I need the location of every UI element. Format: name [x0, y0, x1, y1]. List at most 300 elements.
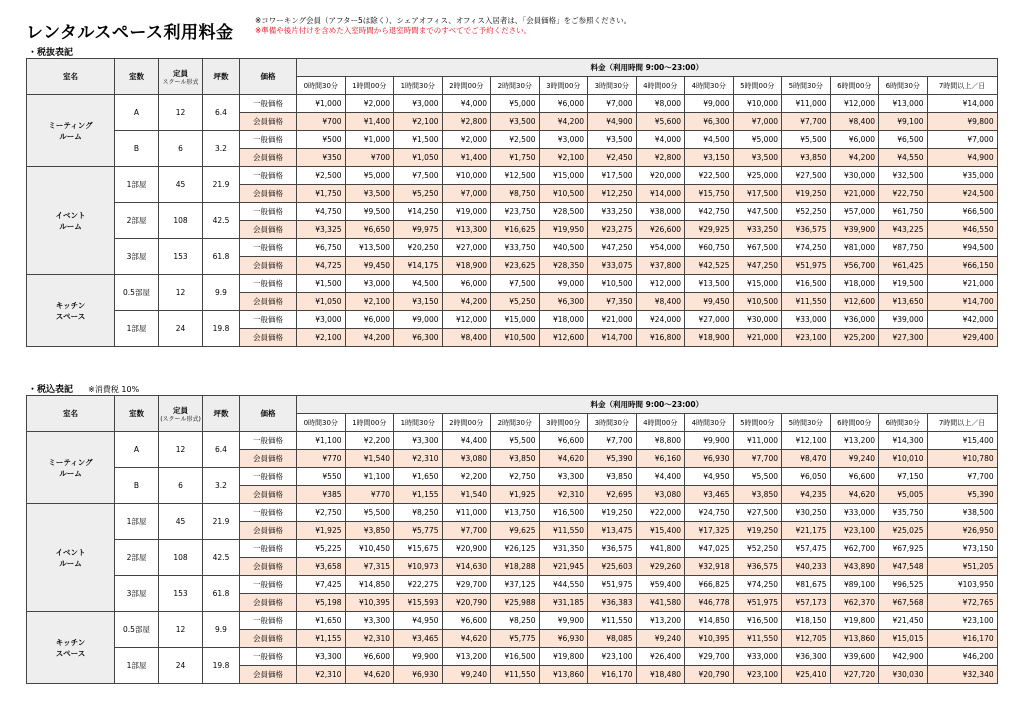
price-cell: ¥10,500 — [733, 293, 782, 311]
price-cell: ¥21,000 — [830, 185, 879, 203]
price-cell: ¥3,500 — [733, 149, 782, 167]
price-cell: ¥7,315 — [345, 558, 394, 576]
price-cell: ¥61,750 — [879, 203, 928, 221]
room-capacity: 12 — [159, 612, 203, 648]
duration-header: 2時間30分 — [491, 77, 540, 95]
price-cell: ¥8,470 — [782, 450, 831, 468]
price-cell: ¥6,650 — [345, 221, 394, 239]
price-cell: ¥29,700 — [685, 648, 734, 666]
price-cell: ¥33,000 — [782, 311, 831, 329]
price-cell: ¥5,500 — [345, 504, 394, 522]
price-cell: ¥4,200 — [830, 149, 879, 167]
room-name: イベント ルーム — [27, 504, 115, 612]
price-cell: ¥2,200 — [442, 468, 491, 486]
room-capacity: 108 — [159, 203, 203, 239]
price-kind: 会員価格 — [240, 630, 297, 648]
price-cell: ¥30,250 — [782, 504, 831, 522]
price-cell: ¥13,750 — [491, 504, 540, 522]
price-cell: ¥47,025 — [685, 540, 734, 558]
header-tsubo: 坪数 — [203, 396, 240, 432]
header-rate: 料金（利用時間 9:00～23:00） — [297, 396, 998, 414]
price-cell: ¥14,630 — [442, 558, 491, 576]
price-cell: ¥2,800 — [442, 113, 491, 131]
room-count: 2部屋 — [115, 540, 159, 576]
price-cell: ¥33,000 — [733, 648, 782, 666]
price-cell: ¥5,775 — [394, 522, 443, 540]
price-cell: ¥47,548 — [879, 558, 928, 576]
header-count: 室数 — [115, 396, 159, 432]
price-cell: ¥1,155 — [297, 630, 346, 648]
room-capacity: 6 — [159, 468, 203, 504]
room-tsubo: 9.9 — [203, 275, 240, 311]
table-row — [27, 576, 998, 594]
price-cell: ¥25,200 — [830, 329, 879, 347]
price-cell: ¥29,925 — [685, 221, 734, 239]
duration-header: 3時間00分 — [539, 414, 588, 432]
price-kind: 一般価格 — [240, 131, 297, 149]
price-cell: ¥22,275 — [394, 576, 443, 594]
price-cell: ¥2,100 — [297, 329, 346, 347]
price-cell: ¥11,000 — [733, 432, 782, 450]
price-cell: ¥15,000 — [733, 275, 782, 293]
table-row — [27, 275, 998, 293]
price-cell: ¥20,790 — [685, 666, 734, 684]
price-cell: ¥43,890 — [830, 558, 879, 576]
price-cell: ¥13,860 — [830, 630, 879, 648]
header-capacity — [159, 396, 203, 432]
price-cell: ¥5,000 — [491, 95, 540, 113]
header-row — [27, 396, 998, 414]
price-cell: ¥24,500 — [927, 185, 997, 203]
price-cell: ¥72,765 — [927, 594, 997, 612]
room-count: 1部屋 — [115, 167, 159, 203]
price-cell: ¥9,900 — [685, 432, 734, 450]
price-cell: ¥1,100 — [345, 468, 394, 486]
price-cell: ¥7,425 — [297, 576, 346, 594]
room-count: B — [115, 131, 159, 167]
price-cell: ¥60,750 — [685, 239, 734, 257]
duration-header: 0時間30分 — [297, 77, 346, 95]
duration-header: 4時間00分 — [636, 414, 685, 432]
room-capacity: 12 — [159, 275, 203, 311]
price-cell: ¥14,250 — [394, 203, 443, 221]
duration-header: 6時間30分 — [879, 77, 928, 95]
table-row — [27, 167, 998, 185]
price-kind: 会員価格 — [240, 113, 297, 131]
price-cell: ¥15,675 — [394, 540, 443, 558]
duration-header: 3時間30分 — [588, 77, 637, 95]
price-kind: 一般価格 — [240, 167, 297, 185]
price-cell: ¥4,620 — [345, 666, 394, 684]
price-cell: ¥1,925 — [491, 486, 540, 504]
price-cell: ¥32,340 — [927, 666, 997, 684]
price-cell: ¥1,000 — [345, 131, 394, 149]
price-cell: ¥5,775 — [491, 630, 540, 648]
price-cell: ¥52,250 — [782, 203, 831, 221]
price-cell: ¥32,918 — [685, 558, 734, 576]
duration-header: 1時間00分 — [345, 77, 394, 95]
price-kind: 一般価格 — [240, 203, 297, 221]
price-cell: ¥28,350 — [539, 257, 588, 275]
price-cell: ¥9,975 — [394, 221, 443, 239]
price-cell: ¥7,700 — [782, 113, 831, 131]
price-cell: ¥16,170 — [927, 630, 997, 648]
price-cell: ¥2,310 — [345, 630, 394, 648]
price-cell: ¥10,395 — [685, 630, 734, 648]
price-table-tax-included — [26, 395, 998, 684]
price-cell: ¥13,000 — [879, 95, 928, 113]
price-cell: ¥67,925 — [879, 540, 928, 558]
price-cell: ¥10,500 — [588, 275, 637, 293]
price-cell: ¥5,390 — [927, 486, 997, 504]
duration-header: 0時間30分 — [297, 414, 346, 432]
price-cell: ¥8,750 — [491, 185, 540, 203]
price-cell: ¥47,250 — [733, 257, 782, 275]
price-cell: ¥20,250 — [394, 239, 443, 257]
price-cell: ¥3,465 — [394, 630, 443, 648]
price-cell: ¥770 — [297, 450, 346, 468]
price-cell: ¥3,850 — [733, 486, 782, 504]
price-cell: ¥15,400 — [927, 432, 997, 450]
room-count: 1部屋 — [115, 311, 159, 347]
price-cell: ¥5,000 — [345, 167, 394, 185]
price-cell: ¥21,945 — [539, 558, 588, 576]
room-capacity: 45 — [159, 167, 203, 203]
price-cell: ¥18,000 — [830, 275, 879, 293]
price-cell: ¥1,540 — [442, 486, 491, 504]
duration-header: 6時間30分 — [879, 414, 928, 432]
price-cell: ¥10,780 — [927, 450, 997, 468]
price-cell: ¥19,800 — [830, 612, 879, 630]
price-cell: ¥25,988 — [491, 594, 540, 612]
room-name: キッチン スペース — [27, 275, 115, 347]
price-cell: ¥8,400 — [830, 113, 879, 131]
price-cell: ¥14,000 — [927, 95, 997, 113]
table-row — [27, 203, 998, 221]
price-kind: 一般価格 — [240, 648, 297, 666]
price-cell: ¥11,550 — [539, 522, 588, 540]
price-cell: ¥4,400 — [442, 432, 491, 450]
price-cell: ¥4,900 — [588, 113, 637, 131]
price-cell: ¥42,750 — [685, 203, 734, 221]
price-cell: ¥19,000 — [442, 203, 491, 221]
price-cell: ¥7,000 — [588, 95, 637, 113]
price-kind: 一般価格 — [240, 612, 297, 630]
price-cell: ¥38,500 — [927, 504, 997, 522]
price-cell: ¥4,000 — [636, 131, 685, 149]
price-cell: ¥16,800 — [636, 329, 685, 347]
table-row — [27, 311, 998, 329]
price-cell: ¥33,250 — [588, 203, 637, 221]
price-cell: ¥4,200 — [442, 293, 491, 311]
price-cell: ¥94,500 — [927, 239, 997, 257]
price-cell: ¥14,850 — [685, 612, 734, 630]
price-cell: ¥22,000 — [636, 504, 685, 522]
room-tsubo: 19.8 — [203, 311, 240, 347]
price-cell: ¥47,500 — [733, 203, 782, 221]
duration-header: 2時間30分 — [491, 414, 540, 432]
price-cell: ¥33,075 — [588, 257, 637, 275]
price-cell: ¥17,325 — [685, 522, 734, 540]
price-cell: ¥4,950 — [685, 468, 734, 486]
price-cell: ¥2,695 — [588, 486, 637, 504]
room-tsubo: 19.8 — [203, 648, 240, 684]
price-cell: ¥9,000 — [685, 95, 734, 113]
price-cell: ¥3,465 — [685, 486, 734, 504]
price-cell: ¥9,900 — [394, 648, 443, 666]
price-cell: ¥2,750 — [297, 504, 346, 522]
price-cell: ¥6,300 — [685, 113, 734, 131]
price-cell: ¥81,675 — [782, 576, 831, 594]
price-cell: ¥2,500 — [491, 131, 540, 149]
price-cell: ¥13,200 — [636, 612, 685, 630]
price-cell: ¥2,800 — [636, 149, 685, 167]
price-cell: ¥43,225 — [879, 221, 928, 239]
price-kind: 会員価格 — [240, 666, 297, 684]
price-cell: ¥15,015 — [879, 630, 928, 648]
price-cell: ¥46,200 — [927, 648, 997, 666]
price-cell: ¥35,750 — [879, 504, 928, 522]
price-cell: ¥3,150 — [394, 293, 443, 311]
price-cell: ¥23,100 — [588, 648, 637, 666]
room-name: イベント ルーム — [27, 167, 115, 275]
price-cell: ¥550 — [297, 468, 346, 486]
price-cell: ¥20,000 — [636, 167, 685, 185]
duration-header: 3時間30分 — [588, 414, 637, 432]
price-cell: ¥1,750 — [297, 185, 346, 203]
price-cell: ¥4,725 — [297, 257, 346, 275]
price-cell: ¥3,850 — [345, 522, 394, 540]
price-cell: ¥32,500 — [879, 167, 928, 185]
room-count: B — [115, 468, 159, 504]
price-cell: ¥7,000 — [927, 131, 997, 149]
price-cell: ¥21,175 — [782, 522, 831, 540]
price-cell: ¥19,250 — [733, 522, 782, 540]
price-cell: ¥26,950 — [927, 522, 997, 540]
price-cell: ¥41,800 — [636, 540, 685, 558]
price-cell: ¥4,235 — [782, 486, 831, 504]
price-cell: ¥6,600 — [345, 648, 394, 666]
price-cell: ¥61,425 — [879, 257, 928, 275]
room-name: キッチン スペース — [27, 612, 115, 684]
price-cell: ¥28,500 — [539, 203, 588, 221]
price-cell: ¥18,000 — [539, 311, 588, 329]
header-row — [27, 59, 998, 77]
room-tsubo: 21.9 — [203, 504, 240, 540]
price-kind: 会員価格 — [240, 149, 297, 167]
price-kind: 一般価格 — [240, 239, 297, 257]
price-cell: ¥16,500 — [491, 648, 540, 666]
price-cell: ¥37,800 — [636, 257, 685, 275]
price-cell: ¥17,500 — [588, 167, 637, 185]
price-cell: ¥6,000 — [442, 275, 491, 293]
price-cell: ¥13,650 — [879, 293, 928, 311]
notes — [255, 16, 631, 36]
price-cell: ¥3,150 — [685, 149, 734, 167]
section-label-tax-excluded — [28, 45, 73, 58]
room-count: 1部屋 — [115, 504, 159, 540]
price-cell: ¥1,050 — [394, 149, 443, 167]
price-cell: ¥9,625 — [491, 522, 540, 540]
price-cell: ¥12,600 — [830, 293, 879, 311]
table-row — [27, 504, 998, 522]
price-cell: ¥81,000 — [830, 239, 879, 257]
room-count: 0.5部屋 — [115, 275, 159, 311]
section-title: ・税抜表記 — [28, 48, 74, 58]
header-capacity-sub: スクール形式 — [162, 78, 199, 86]
price-cell: ¥5,390 — [588, 450, 637, 468]
price-cell: ¥3,000 — [539, 131, 588, 149]
price-cell: ¥56,700 — [830, 257, 879, 275]
room-count: 0.5部屋 — [115, 612, 159, 648]
price-cell: ¥3,325 — [297, 221, 346, 239]
price-cell: ¥29,260 — [636, 558, 685, 576]
price-cell: ¥26,400 — [636, 648, 685, 666]
price-cell: ¥36,575 — [782, 221, 831, 239]
price-cell: ¥44,550 — [539, 576, 588, 594]
price-kind: 一般価格 — [240, 275, 297, 293]
duration-header: 3時間00分 — [539, 77, 588, 95]
price-cell: ¥23,750 — [491, 203, 540, 221]
price-cell: ¥9,240 — [636, 630, 685, 648]
price-kind: 一般価格 — [240, 311, 297, 329]
price-cell: ¥5,250 — [491, 293, 540, 311]
room-tsubo: 21.9 — [203, 167, 240, 203]
price-cell: ¥1,050 — [297, 293, 346, 311]
price-cell: ¥25,025 — [879, 522, 928, 540]
price-cell: ¥6,500 — [879, 131, 928, 149]
price-cell: ¥15,750 — [685, 185, 734, 203]
header-capacity-label: 定員 — [173, 405, 188, 415]
price-cell: ¥5,225 — [297, 540, 346, 558]
price-cell: ¥16,500 — [782, 275, 831, 293]
price-cell: ¥12,600 — [539, 329, 588, 347]
room-tsubo: 3.2 — [203, 131, 240, 167]
price-cell: ¥13,200 — [830, 432, 879, 450]
price-cell: ¥36,383 — [588, 594, 637, 612]
price-cell: ¥42,525 — [685, 257, 734, 275]
price-cell: ¥3,000 — [297, 311, 346, 329]
price-cell: ¥42,000 — [927, 311, 997, 329]
price-cell: ¥13,860 — [539, 666, 588, 684]
header-price: 価格 — [240, 396, 297, 432]
room-tsubo: 6.4 — [203, 432, 240, 468]
price-cell: ¥33,250 — [733, 221, 782, 239]
price-cell: ¥54,000 — [636, 239, 685, 257]
price-cell: ¥52,250 — [733, 540, 782, 558]
price-cell: ¥18,480 — [636, 666, 685, 684]
duration-header: 6時間00分 — [830, 77, 879, 95]
price-cell: ¥51,205 — [927, 558, 997, 576]
price-kind: 会員価格 — [240, 522, 297, 540]
price-cell: ¥16,500 — [733, 612, 782, 630]
price-cell: ¥33,000 — [830, 504, 879, 522]
price-cell: ¥18,900 — [442, 257, 491, 275]
price-cell: ¥4,900 — [927, 149, 997, 167]
price-cell: ¥350 — [297, 149, 346, 167]
price-cell: ¥385 — [297, 486, 346, 504]
price-cell: ¥1,650 — [394, 468, 443, 486]
price-cell: ¥39,600 — [830, 648, 879, 666]
duration-header: 7時間以上／日 — [927, 77, 997, 95]
duration-header: 5時間30分 — [782, 414, 831, 432]
section-title: ・税込表記 — [28, 385, 74, 395]
price-cell: ¥33,750 — [491, 239, 540, 257]
price-cell: ¥6,600 — [539, 432, 588, 450]
duration-header: 5時間00分 — [733, 77, 782, 95]
price-cell: ¥1,000 — [297, 95, 346, 113]
price-cell: ¥6,000 — [345, 311, 394, 329]
price-cell: ¥12,000 — [442, 311, 491, 329]
price-kind: 会員価格 — [240, 329, 297, 347]
room-tsubo: 6.4 — [203, 95, 240, 131]
price-cell: ¥1,400 — [442, 149, 491, 167]
header-room: 室名 — [27, 59, 115, 95]
price-cell: ¥19,800 — [539, 648, 588, 666]
price-cell: ¥10,500 — [539, 185, 588, 203]
price-cell: ¥1,500 — [394, 131, 443, 149]
tax-rate-note: ※消費税 10% — [88, 385, 140, 394]
price-cell: ¥16,625 — [491, 221, 540, 239]
price-cell: ¥9,800 — [927, 113, 997, 131]
room-count: 1部屋 — [115, 648, 159, 684]
table-row — [27, 540, 998, 558]
duration-header: 2時間00分 — [442, 77, 491, 95]
price-cell: ¥9,900 — [539, 612, 588, 630]
price-cell: ¥10,000 — [733, 95, 782, 113]
price-kind: 一般価格 — [240, 504, 297, 522]
price-cell: ¥21,000 — [588, 311, 637, 329]
price-cell: ¥46,550 — [927, 221, 997, 239]
price-cell: ¥4,750 — [297, 203, 346, 221]
price-cell: ¥20,900 — [442, 540, 491, 558]
room-capacity: 12 — [159, 95, 203, 131]
price-cell: ¥25,000 — [733, 167, 782, 185]
price-kind: 会員価格 — [240, 185, 297, 203]
room-capacity: 24 — [159, 648, 203, 684]
price-cell: ¥16,500 — [539, 504, 588, 522]
price-cell: ¥19,250 — [782, 185, 831, 203]
price-cell: ¥18,900 — [685, 329, 734, 347]
price-cell: ¥57,000 — [830, 203, 879, 221]
price-cell: ¥2,500 — [297, 167, 346, 185]
price-cell: ¥12,000 — [830, 95, 879, 113]
price-cell: ¥8,000 — [636, 95, 685, 113]
price-cell: ¥1,540 — [345, 450, 394, 468]
price-cell: ¥1,925 — [297, 522, 346, 540]
price-cell: ¥11,000 — [782, 95, 831, 113]
price-cell: ¥37,125 — [491, 576, 540, 594]
room-count: 3部屋 — [115, 576, 159, 612]
price-cell: ¥9,450 — [345, 257, 394, 275]
duration-header: 1時間30分 — [394, 414, 443, 432]
room-tsubo: 9.9 — [203, 612, 240, 648]
price-cell: ¥9,240 — [830, 450, 879, 468]
price-cell: ¥3,080 — [636, 486, 685, 504]
price-cell: ¥41,580 — [636, 594, 685, 612]
price-cell: ¥10,450 — [345, 540, 394, 558]
header-capacity-label: 定員 — [173, 68, 188, 78]
price-cell: ¥5,500 — [491, 432, 540, 450]
price-cell: ¥27,500 — [782, 167, 831, 185]
price-cell: ¥46,778 — [685, 594, 734, 612]
price-cell: ¥5,198 — [297, 594, 346, 612]
price-cell: ¥1,155 — [394, 486, 443, 504]
room-capacity: 108 — [159, 540, 203, 576]
header-rate: 料金（利用時間 9:00～23:00） — [297, 59, 998, 77]
price-cell: ¥66,500 — [927, 203, 997, 221]
price-cell: ¥18,150 — [782, 612, 831, 630]
